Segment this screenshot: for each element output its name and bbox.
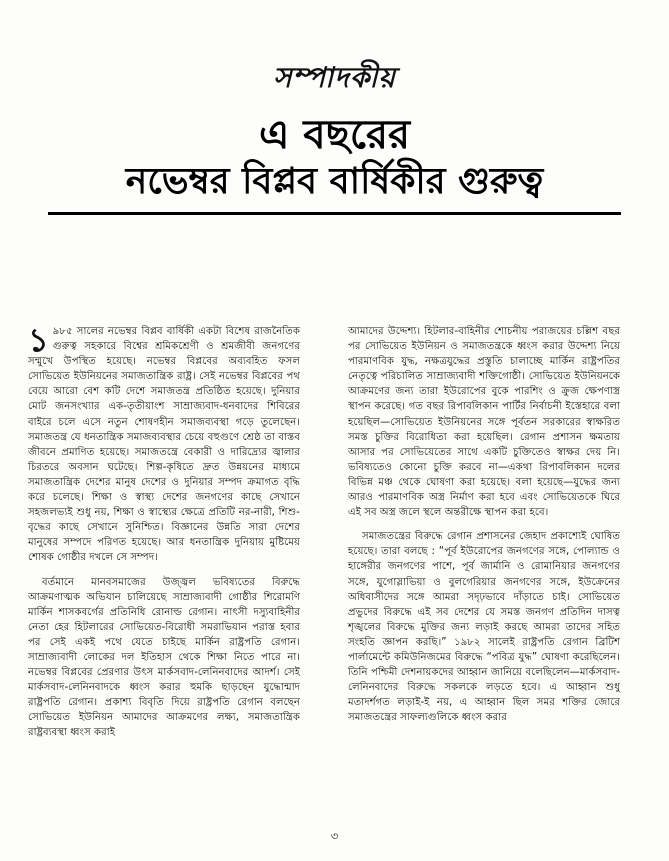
headline-rule [48, 212, 621, 215]
drop-cap: ১ [28, 321, 49, 359]
headline-line-1: এ বছরের [259, 112, 410, 158]
headline-line-2: নভেম্বর বিপ্লব বার্ষিকীর গুরুত্ব [125, 161, 544, 202]
article-column-right [348, 324, 620, 734]
paragraph: আমাদের উদ্দেশ্য। হিটলার-বাহিনীর শোচনীয় পরাজয়ের চল্লিশ বছর পর সোভিয়েত ইউনিয়ন ও সমাজতন্ত্রকে ধ্বংস করার উদ্দেশ্য নিয়ে পারমাণবিক যুদ্ধ, নক্ষত্রযুদ্ধের প্রস্তুতি চালাচ্ছে মার্কিন রাষ্ট্রপতির নেতৃত্বে পরিচালিত সাম্রাজ্যবাদী শক্তিগোষ্ঠী। সোভিয়েত ইউনিয়নকে আক্রমণের জন্য তারা ইউরোপের বুকে পারশিং ও ক্রুজ ক্ষেপণাস্ত্র স্থাপন করেছে। গত বছর রিপাবলিকান পার্টির নির্বাচনী ইস্তেহারে বলা হয়েছিল—সোভিয়েত ইউনিয়নের সঙ্গে পূর্বতন সরকারের স্বাক্ষরিত সমস্ত চুক্তির বিরোধিতা করা হয়েছিল। রেগান প্রশাসন ক্ষমতায় আসার পর সোভিয়েতের সাথে একটি চুক্তিতেও স্বাক্ষর দেয় নি। ভবিষ্যতেও কোনো চুক্তি করবে না—একথা রিপাবলিকান দলের বিভিন্ন মঞ্চ থেকে ঘোষণা করা হয়েছে। বলা হয়েছে—যুদ্ধের জন্য আরও পারমাণবিক অস্ত্র নির্মাণ করা হবে এবং সোভিয়েতকে ঘিরে এই সব অস্ত্র জলে স্থলে অন্তরীক্ষে স্থাপন করা হবে। [348, 326, 620, 519]
paragraph: বর্তমানে মানবসমাজের উজ্জ্বল ভবিষ্যতের বিরুদ্ধে আক্রমণাত্মক অভিযান চালিয়েছে সাম্রাজ্যবাদী গোষ্ঠীর শিরোমণি মার্কিন শাসকবর্গের প্রতিনিধি রোনাল্ড রেগান। নাৎসী দস্যুবাহিনীর নেতা হের হিটলারের সোভিয়েত-বিরোধী সমরাভিযান পরাস্ত হবার পর সেই একই পথে যেতে চাইছে মার্কিন রাষ্ট্রপতি রেগান। সাম্রাজ্যবাদী লোকের দল ইতিহাস থেকে শিক্ষা নিতে পারে না। নভেম্বর বিপ্লবের প্রেরণার উৎস মার্কসবাদ-লেনিনবাদের আদর্শ। সেই মার্কসবাদ-লেনিনবাদকে ধ্বংস করার হুমকি ছাড়ছেন যুদ্ধোন্মাদ রাষ্ট্রপতি রেগান। প্রকাশ্য বিবৃতি দিয়ে রাষ্ট্রপতি রেগান বলছেন সোভিয়েত ইউনিয়ন আমাদের আক্রমণের লক্ষ্য, সমাজতান্ত্রিক রাষ্ট্রব্যবস্থা ধ্বংস করাই [28, 576, 300, 739]
paragraph-text: ৯৮৫ সালের নভেম্বর বিপ্লব বার্ষিকী একটা বিশেষ রাজনৈতিক গুরুত্ব সহকারে বিশ্বের শ্রমিকশ্রেণী ও শ্রমজীবী জনগণের সম্মুখে উপস্থিত হয়েছে। নভেম্বর বিপ্লবের অব্যবহিত ফসল সোভিয়েত ইউনিয়নের সমাজতান্ত্রিক রাষ্ট্র। সেই নভেম্বর বিপ্লবের পথ বেয়ে আরো বেশ কটি দেশে সমাজতন্ত্র প্রতিষ্ঠিত হয়েছে। দুনিয়ার মোট জনসংখ্যার এক-তৃতীয়াংশ সাম্রাজ্যবাদ-ধনবাদের শিবিরের বাইরে চলে এসে নতুন শোষণহীন সমাজব্যবস্থা গড়ে তুলেছেন। সমাজতন্ত্র যে ধনতান্ত্রিক সমাজব্যবস্থার চেয়ে বহুগুণে শ্রেষ্ঠ তা বাস্তব জীবনে প্রমাণিত হয়েছে। সমাজতন্ত্রে বেকারী ও দারিদ্র্যের জ্বালার চিরতরে অবসান ঘটেছে। শিল্প-কৃষিতে দ্রুত উন্নয়নের মাধ্যমে সমাজতান্ত্রিক দেশের মানুষ দেশের ও দুনিয়ার সম্পদ ক্রমাগত বৃদ্ধি করে চলেছে। শিক্ষা ও স্বাস্থ্য দেশের জনগণের কাছে সেখানে সহজলভ্যই শুধু নয়, শিক্ষা ও স্বাস্থ্যের ক্ষেত্রে প্রতিটি নর-নারী, শিশু-বৃদ্ধের কাছে সেখানে সুনিশ্চিত। বিজ্ঞানের উন্নতি সারা দেশের মানুষের সম্পদে পরিণত হয়েছে। আর ধনতান্ত্রিক দুনিয়ায় মুষ্টিমেয় শোষক গোষ্ঠীর দখলে সে সম্পদ। [28, 326, 300, 564]
paragraph [28, 321, 300, 566]
paragraph: সমাজতন্ত্রের বিরুদ্ধে রেগান প্রশাসনের জেহাদ প্রকাশ্যেই ঘোষিত হয়েছে। তারা বলছে : “পূর্ব ইউরোপের জনগণের সঙ্গে, পোল্যান্ড ও হাঙ্গেরীর জনগণের পাশে, পূর্ব জার্মানি ও রোমানিয়ার জনগণের সঙ্গে, যুগোস্লাভিয়া ও বুলগেরিয়ার জনগণের সঙ্গে, ইউক্রেনের অধিবাসীদের সঙ্গে আমরা সদৃঢ়ভাবে দাঁড়াতে চাই। সোভিয়েত প্রভুদের বিরুদ্ধে এই সব দেশের যে সমস্ত জনগণ প্রতিদিন দাসত্ব শৃঙ্খলের বিরুদ্ধে মুক্তির জন্য লড়াই করছে আমরা তাদের সহিত সংহতি জ্ঞাপন করছি।” ১৯৮২ সালেই রাষ্ট্রপতি রেগান ব্রিটিশ পার্লামেন্টে কমিউনিজমের বিরুদ্ধে “পবিত্র যুদ্ধ” ঘোষণা করেছিলেন। তিনি পশ্চিমী দেশনায়কদের আহ্বান জানিয়ে বলেছিলেন—মার্কসবাদ-লেনিনবাদের বিরুদ্ধে সকলকে লড়তে হবে। এ আহ্বান শুধু মতাদর্শগত লড়াই-ই নয়, এ আহ্বান ছিল সমর শক্তির জোরে সমাজতন্ত্রের সাফল্যগুলিকে ধ্বংস করার [348, 531, 620, 724]
article-column-left [28, 321, 300, 750]
page-number: ৩ [330, 829, 339, 843]
section-label: সম্পাদকীয় [273, 61, 396, 94]
